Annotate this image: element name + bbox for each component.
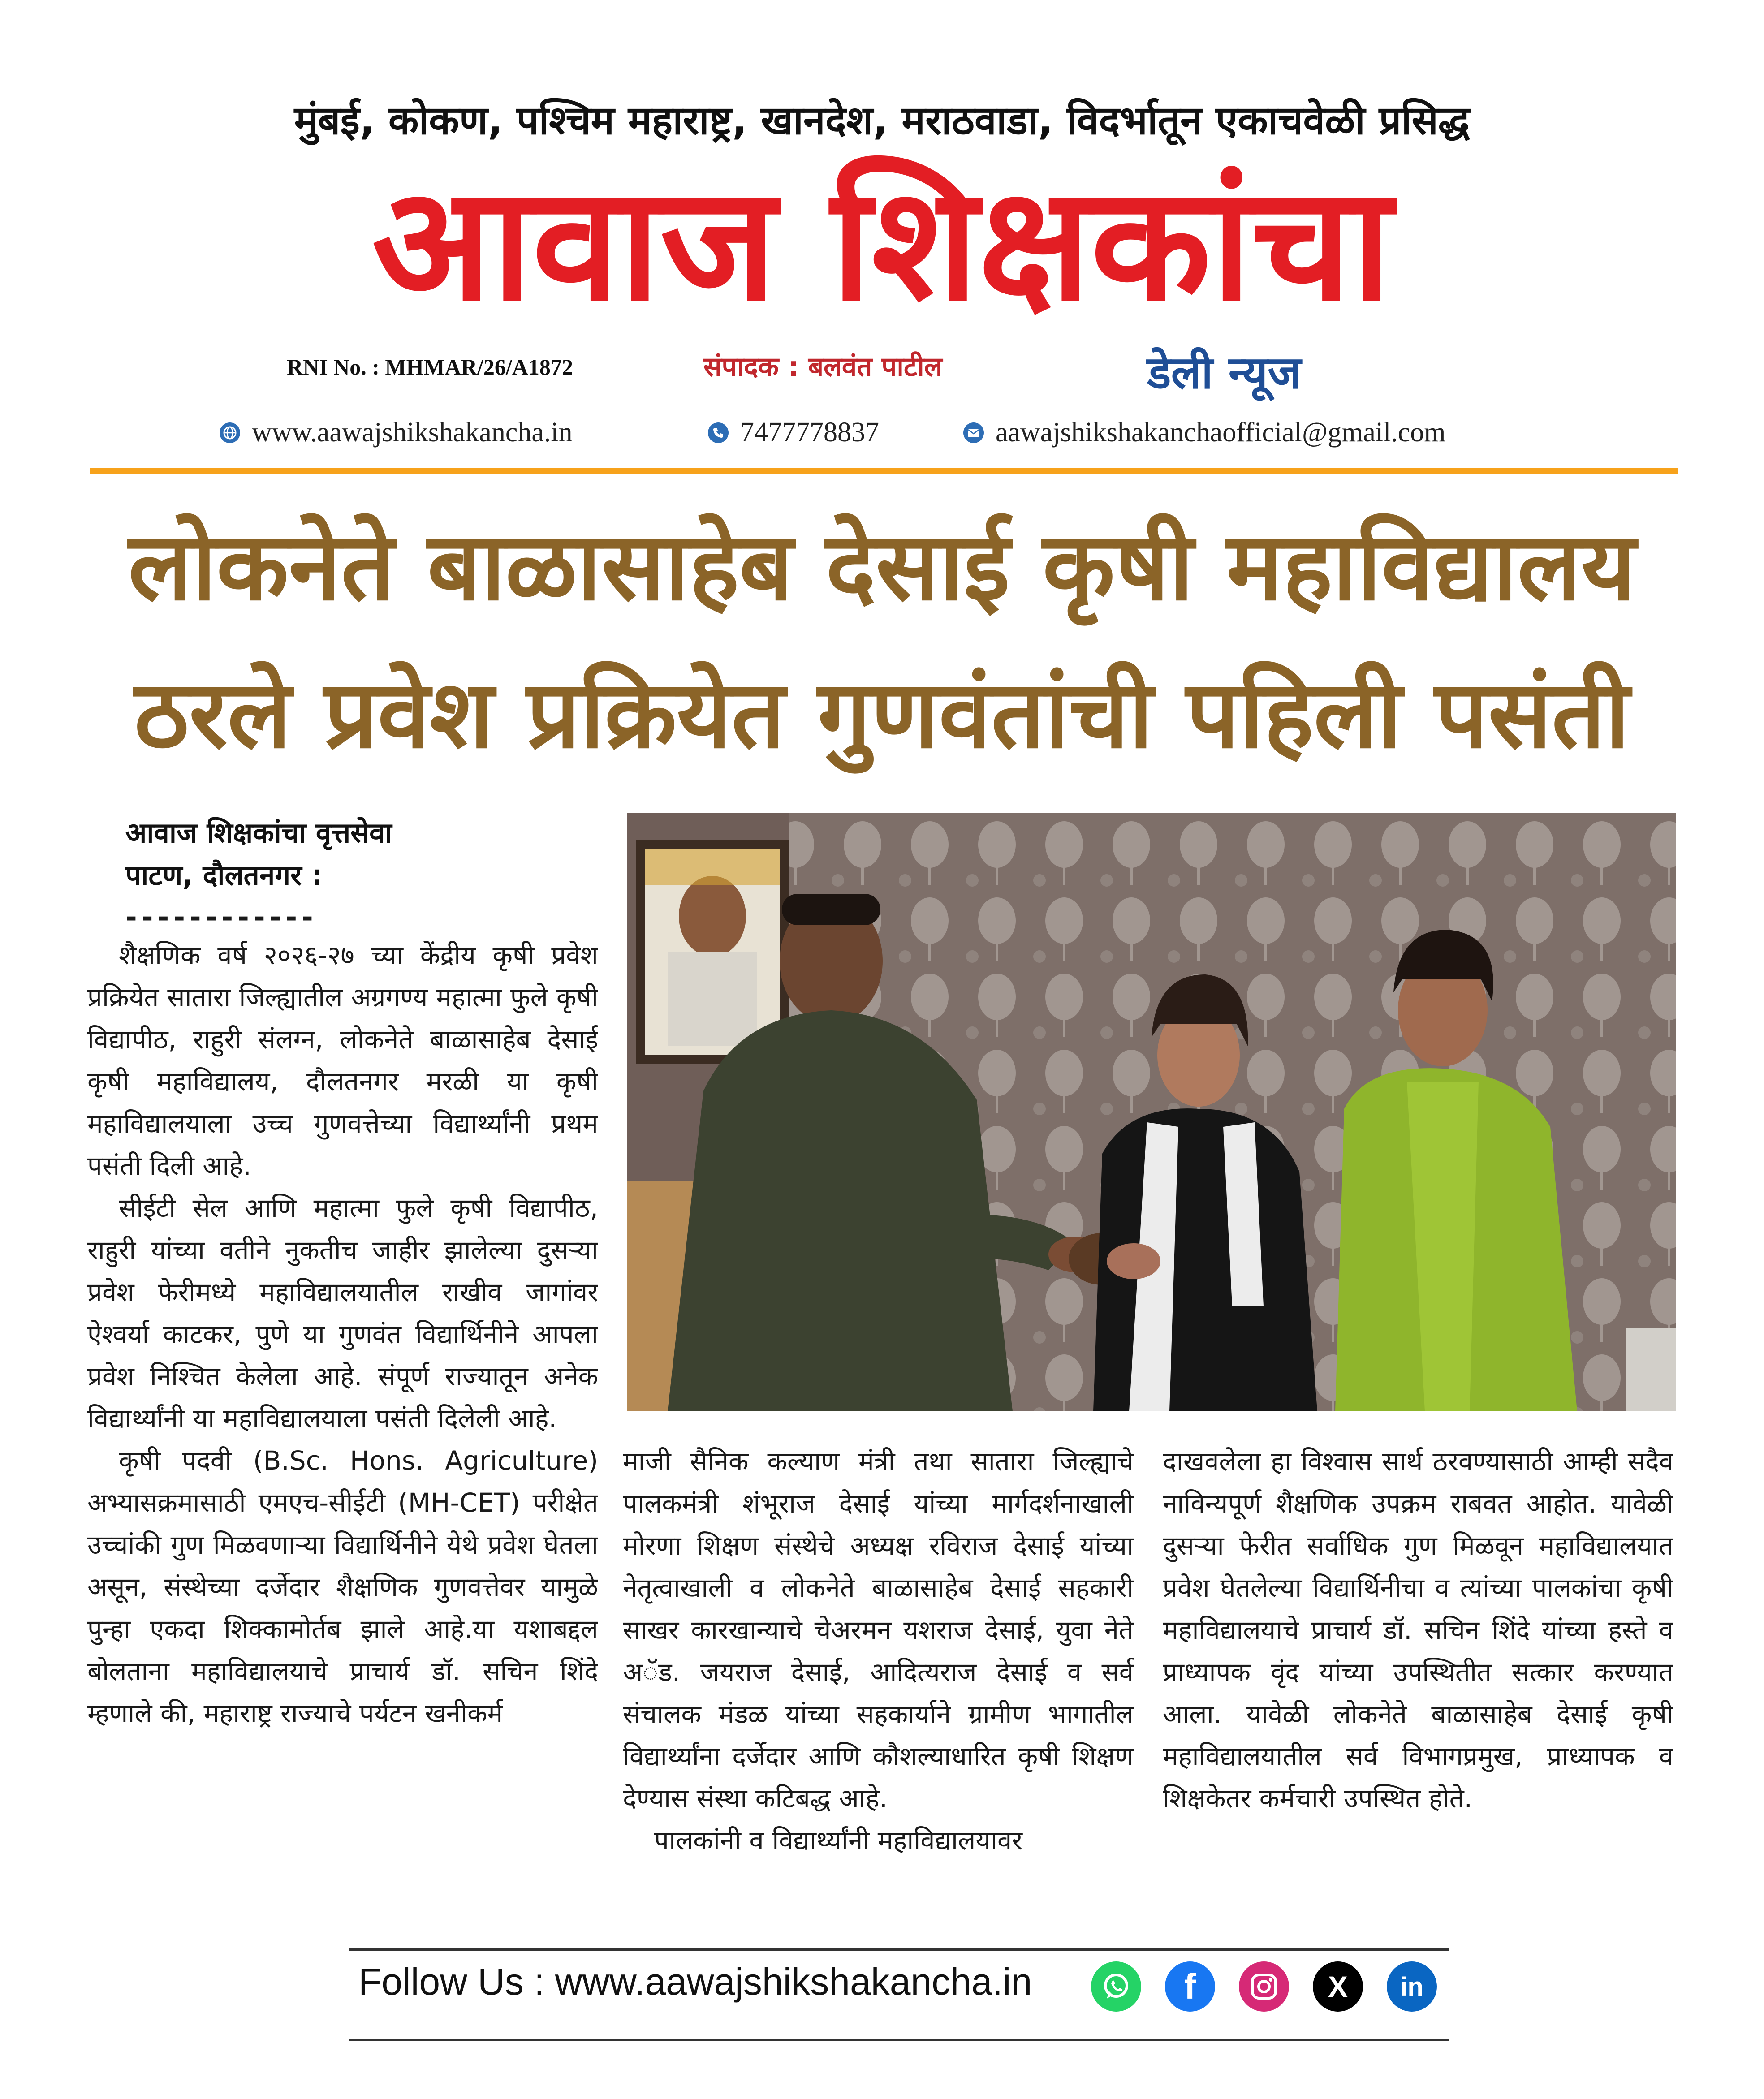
paragraph: सीईटी सेल आणि महात्मा फुले कृषी विद्यापीठ, राहुरी यांच्या वतीने नुकतीच जाहीर झालेल्या दुसऱ्या प्रवेश फेरीमध्ये महाविद्यालयातील राखीव जागांवर ऐश्वर्या काटकर, पुणे या गुणवंत विद्यार्थिनीने आपला प्रवेश निश्चित केलेला आहे. संपूर्ण राज्यातून अनेक विद्यार्थ्यांनी या महाविद्यालयाला पसंती दिलेली आहे. [87, 1193, 598, 1434]
footer-bottom-rule [349, 2039, 1449, 2041]
masthead-title: आवाज शिक्षकांचा [372, 153, 1392, 336]
mail-icon [963, 422, 984, 443]
article-column-3 [1163, 1440, 1673, 1902]
paragraph: पालकांनी व विद्यार्थ्यांनी महाविद्यालयावर [654, 1825, 1023, 1856]
article-column-1 [87, 934, 598, 1909]
website-text: www.aawajshikshakancha.in [252, 417, 573, 448]
article-column-2 [623, 1440, 1134, 1902]
article-photo [627, 813, 1676, 1411]
paragraph: दाखवलेला हा विश्वास सार्थ ठरवण्यासाठी आम्ही सदैव नाविन्यपूर्ण शैक्षणिक उपक्रम राबवत आहोत. यावेळी दुसऱ्या फेरीत सर्वाधिक गुण मिळवून महाविद्यालयात प्रवेश घेतलेल्या विद्यार्थिनीचा व त्यांच्या पालकांचा कृषी महाविद्यालयाचे प्राचार्य डॉ. सचिन शिंदे यांच्या हस्ते व प्राध्यापक वृंद यांच्या उपस्थितीत सत्कार करण्यात आला. यावेळी लोकनेते बाळासाहेब देसाई कृषी महाविद्यालयातील सर्व विभागप्रमुख, प्राध्यापक व शिक्षकेतर कर्मचारी उपस्थित होते. [1163, 1446, 1673, 1814]
whatsapp-icon[interactable] [1091, 1961, 1141, 2012]
contact-email[interactable] [963, 417, 1446, 448]
footer-top-rule [349, 1948, 1449, 1951]
paragraph: कृषी पदवी (B.Sc. Hons. Agriculture) अभ्यासक्रमासाठी एमएच-सीईटी (MH-CET) परीक्षेत उच्चांकी गुण मिळवणाऱ्या विद्यार्थिनीने येथे प्रवेश घेतला असून, संस्थेच्या दर्जेदार शैक्षणिक गुणवत्तेवर यामुळे पुन्हा एकदा शिक्कामोर्तब झाले आहे.या यशाबद्दल बोलताना महाविद्यालयाचे प्राचार्य डॉ. सचिन शिंदे म्हणाले की, महाराष्ट्र राज्याचे पर्यटन खनीकर्म [87, 1445, 598, 1728]
rni-number: RNI No. : MHMAR/26/A1872 [287, 354, 573, 379]
email-text: aawajshikshakanchaofficial@gmail.com [996, 417, 1446, 448]
paragraph: शैक्षणिक वर्ष २०२६-२७ च्या केंद्रीय कृषी प्रवेश प्रक्रियेत सातारा जिल्ह्यातील अग्रगण्य महात्मा फुले कृषी विद्यापीठ, राहुरी संलग्न, लोकनेते बाळासाहेब देसाई कृषी महाविद्यालय, दौलतनगर मरळी या कृषी महाविद्यालयाला उच्च गुणवत्तेच्या विद्यार्थ्यांनी प्रथम पसंती दिली आहे. [87, 940, 598, 1181]
paragraph: माजी सैनिक कल्याण मंत्री तथा सातारा जिल्ह्याचे पालकमंत्री शंभूराज देसाई यांच्या मार्गदर्शनाखाली मोरणा शिक्षण संस्थेचे अध्यक्ष रविराज देसाई यांच्या नेतृत्वाखाली व लोकनेते बाळासाहेब देसाई सहकारी साखर कारखान्याचे चेअरमन यशराज देसाई, युवा नेते अॅड. जयराज देसाई, आदित्यराज देसाई व सर्व संचालक मंडळ यांच्या सहकार्याने ग्रामीण भागातील विद्यार्थ्यांना दर्जेदार आणि कौशल्याधारित कृषी शिक्षण देण्यास संस्था कटिबद्ध आहे. [623, 1446, 1134, 1814]
daily-news-label: डेली न्यूज [1147, 346, 1301, 399]
follow-us[interactable]: Follow Us : www.aawajshikshakancha.in [358, 1961, 1032, 2003]
x-glyph: X [1328, 1970, 1348, 2003]
x-icon[interactable] [1313, 1961, 1363, 2012]
contact-phone[interactable] [708, 417, 879, 448]
linkedin-glyph: in [1400, 1972, 1423, 2001]
globe-icon [220, 422, 240, 443]
headline-line-1: लोकनेते बाळासाहेब देसाई कृषी महाविद्यालय [128, 512, 1636, 621]
editor-line: संपादक : बलवंत पाटील [703, 351, 943, 383]
contact-website[interactable] [220, 417, 573, 448]
facebook-glyph: f [1184, 1966, 1196, 2006]
phone-text: 7477778837 [740, 417, 879, 448]
byline-source: आवाज शिक्षकांचा वृत्तसेवा [125, 816, 392, 849]
headline-line-2: ठरले प्रवेश प्रक्रियेत गुणवंतांची पहिली पसंती [134, 659, 1630, 769]
tagline: मुंबई, कोकण, पश्चिम महाराष्ट्र, खानदेश, मराठवाडा, विदर्भातून एकाचवेळी प्रसिद्ध [294, 97, 1470, 143]
instagram-icon[interactable] [1239, 1961, 1289, 2012]
byline-place: पाटण, दौलतनगर : [125, 859, 323, 892]
header-divider [90, 468, 1678, 474]
linkedin-icon[interactable] [1387, 1961, 1437, 2012]
byline-divider: ------------ [125, 901, 318, 933]
facebook-icon[interactable] [1165, 1961, 1215, 2012]
phone-icon [708, 422, 729, 443]
